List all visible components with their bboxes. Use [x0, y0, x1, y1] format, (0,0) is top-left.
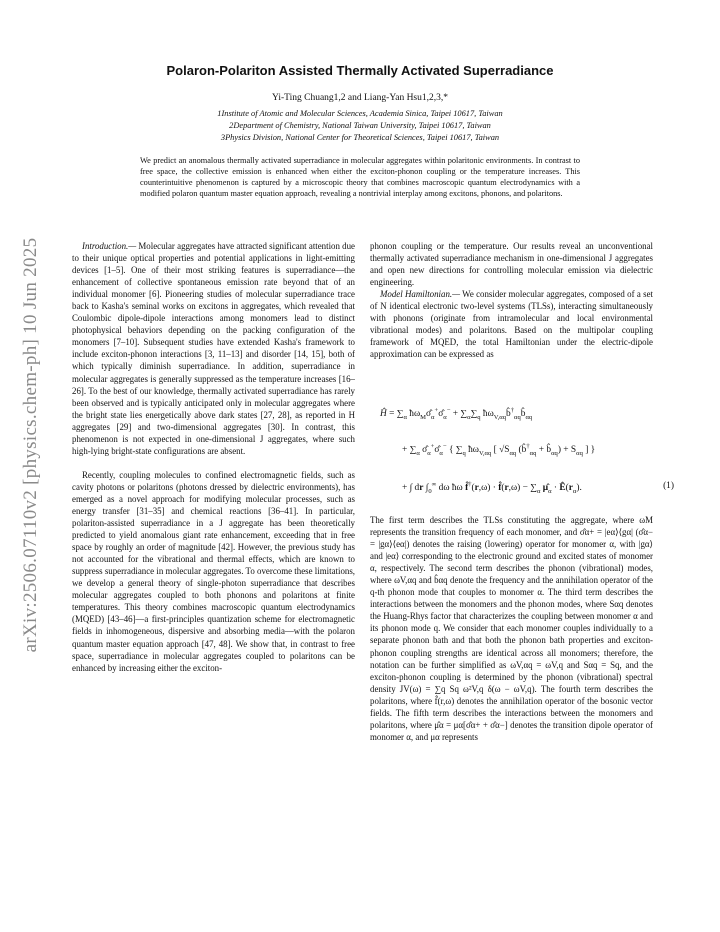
model-paragraph	[370, 288, 653, 360]
body-paragraph-continued: phonon coupling or the temperature. Our results reveal an unconventional thermally activated superradiance mechanism in one-dimensional J aggregates and open new directions for controlling molecular emission via dielectric engineering.	[370, 241, 653, 288]
intro-text: Molecular aggregates have attracted significant attention due to their unique optical properties and potential applications in light-emitting devices [1–5]. One of their most striking features is superradiance—the enhancement of collective spontaneous emission rate beyond that of an individual monomer [6]. Pioneering studies of molecular superradiance trace back to Kasha's seminal works on excitons in aggregates, which revealed that Coulombic dipole-dipole interactions among monomers lead to distinct photophysical behaviors depending on the packing configuration of the monomers [7–10]. Subsequent studies have extended Kasha's framework to include exciton-phonon interactions [3, 11–13] and disorder [14, 15], both of which typically diminish superradiance. In addition, superradiance in molecular aggregates is generally suppressed as the temperature increases [16–26]. To the best of our knowledge, thermally activated superradiance has rarely been observed and is typically anticipated only in molecular aggregates where the bright state lies energetically above dark states [27, 28], as reported in H aggregates [29] and two-dimensional aggregates [30]. In contrast, this phenomenon is not expected in one-dimensional J aggregates, where such high-lying bright-state configurations are absent.	[72, 241, 355, 456]
right-column	[370, 240, 653, 360]
model-text: We consider molecular aggregates, composed of a set of N identical electronic two-level systems (TLSs), interacting simultaneously with phonons (originate from intramolecular and local environmental vibrational modes) and polaritons. Based on the multipolar coupling framework of MQED, the total Hamiltonian under the electric-dipole approximation can be expressed as	[370, 289, 653, 360]
affiliation-1: 1Institute of Atomic and Molecular Sciences, Academia Sinica, Taipei 10617, Taiwan	[217, 109, 503, 118]
intro-paragraph	[72, 240, 355, 457]
body-paragraph: The first term describes the TLSs constituting the aggregate, where ωM represents the transition frequency of each monomer, and σ̂α+ = |eα⟩⟨gα| (σ̂α− = |gα⟩⟨eα|) denotes the raising (lowering) operator for monomer α, with |gα⟩ and |eα⟩ corresponding to the electronic ground and excited states of monomer α, respectively. The second term describes the phonon (vibrational) modes, where ωV,αq and b̂αq denote the frequency and the annihilation operator of the q-th phonon mode that couples to monomer α. The third term describes the interactions between the monomers and the phonon modes, where Sαq denotes the Huang-Rhys factor that characterizes the coupling between monomer α and its phonon mode q. We consider that each monomer couples individually to a separate phonon bath and that both the phonon bath properties and exciton-phonon coupling strengths are identical across all monomers; therefore, the notation can be further simplified as ωV,αq = ωV,q and Sαq = Sq, and the exciton-phonon coupling is determined by the phonon (vibrational) spectral density JV(ω) = ∑q Sq ω²V,q δ(ω − ωV,q). The fourth term describes the polaritons, where f̂(r,ω) denotes the annihilation operator of the bosonic vector fields. The fifth term describes the interactions between the monomers and polaritons, where μ̂α = μα[σ̂α+ + σ̂α−] denotes the transition dipole operator of monomer α, and μα represents	[370, 515, 653, 742]
affiliation-2: 2Department of Chemistry, National Taiwan University, Taipei 10617, Taiwan	[229, 121, 491, 130]
affiliation-3: 3Physics Division, National Center for Theoretical Sciences, Taipei 10617, Taiwan	[220, 133, 500, 142]
section-head-introduction: Introduction.—	[82, 241, 137, 251]
arxiv-sidebar	[18, 215, 44, 675]
arxiv-identifier: arXiv:2506.07110v2 [physics.chem-ph] 10 Jun 2025	[20, 237, 41, 653]
body-paragraph: Recently, coupling molecules to confined electromagnetic fields, such as cavity photons or polaritons (photons dressed by dielectric environments), has emerged as a novel approach for modifying molecular processes, such as energy transfer [31–35] and chemical reactions [36–41]. In particular, polariton-assisted superradiance in a J aggregate has been theoretically predicted to yield anomalous giant rate enhancement, exceeding that in free space by roughly an order of magnitude [42]. However, the previous study has not accounted for the vibrational and thermal effects, which are known to suppress superradiance in molecular aggregates. To overcome these limitations, we develop a general theory of single-photon superradiance that describes molecular aggregates coupled to both phonons and polaritons at finite temperatures. This theory combines macroscopic quantum electrodynamics (MQED) [43–46]—a first-principles quantization scheme for electromagnetic fields in inhomogeneous, dispersive and absorbing media—with the polaron quantum master equation approach [47, 48]. We show that, in contrast to free space, superradiance in molecular aggregates coupled to polaritons can be enhanced by increasing either the exciton-	[72, 469, 355, 673]
equation-line-1: Ĥ = $\sum_\alpha$ $ħ\omega_M\sigmâ_\alpha^+\sigmâ_\alpha^- + \sum_\alpha\sum_q$ $ħ\omega_{V,\alpha q}b̂^\dagger_{\alpha q}b̂_{\alpha q}$	[380, 407, 533, 421]
author-list: Yi-Ting Chuang1,2 and Liang-Yan Hsu1,2,3,*	[271, 93, 449, 103]
equation-line-2: + $\sum_\alpha$ $\sigmâ_\alpha^+\sigmâ_\alpha^-$ { $\sum_q$ $ħ\omega_{V,\alpha q}$ [ $√S_{\alpha q}$ ($b̂^\dagger_{\alpha q}$ + $b̂_{\alpha q}) + S_{\alpha q}$ ] }	[402, 443, 596, 457]
right-column-lower	[370, 514, 653, 743]
equation-number: (1)	[663, 481, 674, 491]
section-head-model: Model Hamiltonian.—	[380, 289, 460, 300]
equation-line-3: + ∫ dr $\int_0^\infty$ dω ħω f̂†(r,ω) · f̂(r,ω) − $\sum_\alpha$ $\mû_\alpha$ · $Ê(r_\alpha)$.	[402, 481, 582, 495]
abstract: We predict an anomalous thermally activated superradiance in molecular aggregates within polaritonic environments. In contrast to free space, the collective emission is enhanced when either the exciton-phonon coupling or the temperature increases. This counterintuitive phenomenon is captured by a microscopic theory that combines macroscopic quantum electrodynamics with a modified polaron quantum master equation approach, revealing a nontrivial interplay among excitons, phonons, and polaritons.	[140, 156, 580, 198]
paper-title: Polaron-Polariton Assisted Thermally Activated Superradiance	[166, 63, 554, 78]
left-column	[72, 240, 355, 674]
